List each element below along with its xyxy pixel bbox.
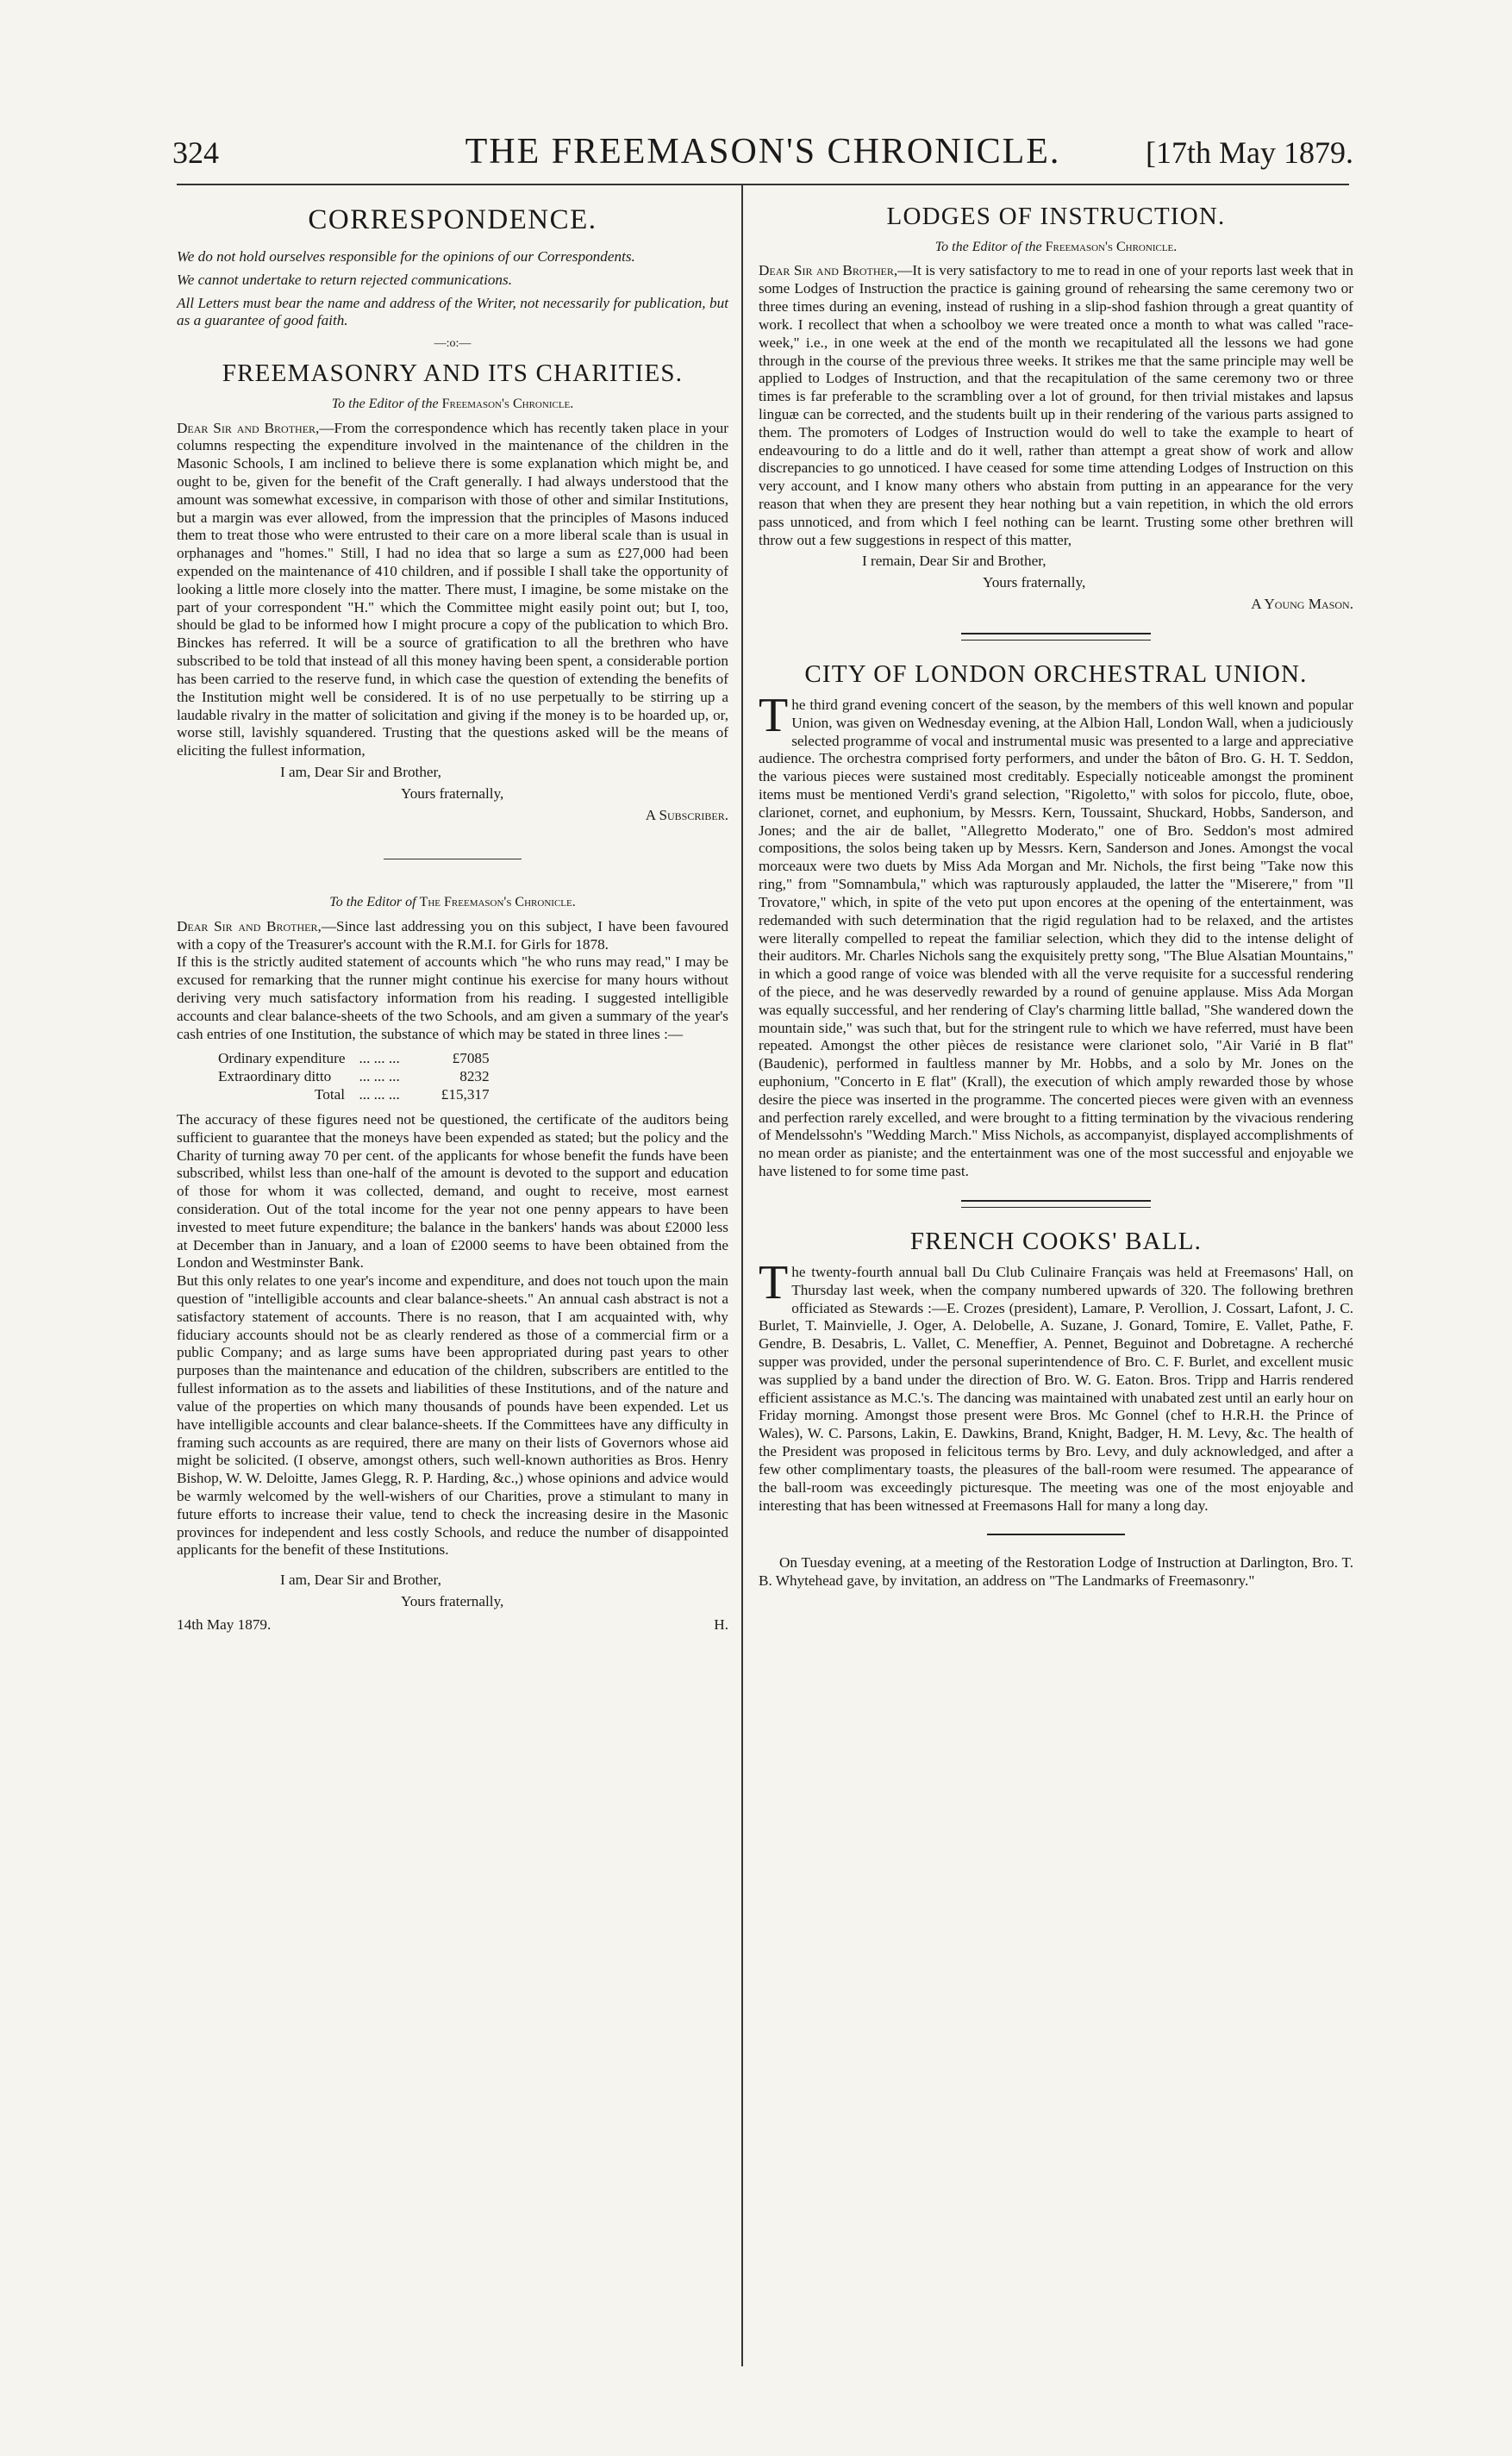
correspondence-heading: CORRESPONDENCE. [308, 204, 597, 235]
salutation: Dear Sir and Brother, [177, 419, 320, 436]
letter-body: But this only relates to one year's income and expenditure, and does not touch upon the main question of "intelligible accounts and clear balance-sheets." An annual cash abstract is not a satisfactory statement of accounts. There is no reason, that I am acquainted with, why fiduciary accounts should not be as clearly rendered as those of a commercial firm or a public Company; and as large sums have been appropriated during past years to other purposes than the maintenance and education of the children, subscribers are entitled to the fullest information as to the assets and liabilities of these Institutions, and of the nature and value of the properties on which many thousands of pounds have been expended. Let us have intelligible accounts and clear balance-sheets. If the Committees have any difficulty in framing such accounts as are required, there are many on their lists of Governors whose aid might be solicited. (I observe, amongst others, such well-known authorities as Bros. Henry Bishop, W. W. Deloitte, James Glegg, R. P. Harding, &c.,) whose opinions and advice would be warmly welcomed by the well-wishers of our Charities, prove a stimulant to many in future efforts to increase their value, tend to check the increasing desire in the Masonic provinces for independent and less costly Schools, and reduce the number of disappointed applicants for the benefit of these Institutions. [177, 1272, 728, 1559]
left-column [177, 190, 728, 1634]
newspaper-title: THE FREEMASON'S CHRONICLE. [465, 132, 1061, 172]
editorial-note: All Letters must bear the name and address of the Writer, not necessarily for publication, but as a guarantee of good faith. [177, 294, 728, 329]
article-body: The third grand evening concert of the season, by the members of this well known and popular Union, was given on Wednesday evening, at the Albion Hall, London Wall, when a judiciously selected programme of vocal and instrumental music was presented to a large and appreciative audience. The orchestra comprised forty performers, and under the bâton of Bro. G. H. T. Seddon, the various pieces were sustained most creditably. Especially noticeable amongst the prominent items must be mentioned Verdi's grand selection, "Rigoletto," with solos for piccolo, flute, oboe, clarionet, cornet, and euphonium, by Messrs. Kern, Toussaint, Shuckard, Hobbs, Sanderson, and Jones; and the air de ballet, "Allegretto Moderato," one of Bro. Seddon's most admired compositions, the solos being taken up by Messrs. Kern, Sanderson and Jones. Amongst the vocal morceaux were two duets by Miss Ada Morgan and Mr. Nichols, the first being "Take now this ring," from "Somnambula," which was rapturously applauded, the latter the "Miserere," from "Il Trovatore," which, in spite of the veto put upon encores at the opening of the entertainment, was redemanded with such determination that the rigid regulation had to be relaxed, and the artistes were literally compelled to repeat the familiar selection, which they did to the intense delight of their auditors. Mr. Charles Nichols sang the exquisitely pretty song, "The Blue Alsatian Mountains," in which a good range of voice was blended with all the verve requisite for a successful rendering of the piece, and he was deservedly rewarded by a round of genuine applause. Miss Ada Morgan was equally successful, and her rendering of Clay's charming little ballad, "She wandered down the mountain side," was such that, but for the stringent rule to which we have referred, must have been repeated. Amongst the other pièces de resistance were clarionet solo, "Air Varié in B flat" (Baudenic), performed in faultless manner by Mr. Hobbs, and a solo by Mr. Jones on the euphonium, "Concerto in E flat" (Krall), the execution of which amply rewarded those by whose desire the piece was inserted in the programme. The concerted pieces were given with an evenness and perfection rarely excelled, and were brought to a fitting termination by the vivacious rendering of Mendelssohn's "Wedding March." Miss Nichols, as accompanyist, displayed accomplishments of no mean order as pianiste; and the entertainment was one of the most successful and enjoyable we have listened to for some time past. [759, 688, 1353, 1180]
signature: H. [714, 1615, 728, 1633]
accounts-row: Extraordinary ditto ... ... ... 8232 [218, 1068, 490, 1085]
issue-date: [17th May 1879. [1146, 135, 1353, 170]
closing-line: I am, Dear Sir and Brother, [280, 1572, 441, 1589]
lodges-heading: LODGES OF INSTRUCTION. [886, 203, 1226, 230]
to-editor-line: To the Editor of the Freemason's Chronicle. [934, 240, 1178, 255]
separator-rule [961, 1200, 1151, 1208]
signature: A Young Mason. [1251, 596, 1353, 613]
letter-body: Dear Sir and Brother,—From the correspondence which has recently taken place in your columns respecting the expenditure involved in the maintenance of the children in the Masonic Schools, I am inclined to believe there is some explanation which might be, and ought to be, given for the benefit of the Craft generally. I had always understood that the amount was somewhat excessive, in comparison with those of other and similar Institutions, but a margin was ever allowed, from the impression that the principles of Masons induced them to treat those who were entrusted to their care on a more liberal scale than is usual in orphanages and "homes." Still, I had no idea that so large a sum as £27,000 had been expended on the maintenance of 410 children, and if possible I shall take the opportunity of looking a little more closely into the matter. There must, I imagine, be some mistake on the part of your correspondent "H." which the Committee might easily point out; but I, too, should be glad to be informed how I might procure a copy of the publication to which Bro. Binckes has referred. It will be a source of gratification to all the brethren who have subscribed to be told that instead of all this money having been spent, a considerable portion has been carried to the reserve fund, in which case the question of extending the benefits of the Institution might well be considered. It is of no use perpetually to be stirring up a laudable rivalry in the matter of solicitation and giving if the money is to be hoarded up, or, worse still, lavishly squandered. Trusting that the questions asked will be the means of eliciting the fullest information, [177, 419, 728, 759]
orchestral-heading: CITY OF LONDON ORCHESTRAL UNION. [804, 659, 1308, 688]
to-editor-line: To the Editor of The Freemason's Chronicle. [329, 895, 576, 910]
salutation: Dear Sir and Brother, [177, 917, 322, 934]
closing-line: I am, Dear Sir and Brother, [280, 763, 441, 780]
closing-line: Yours fraternally, [401, 784, 504, 802]
letter-body: Dear Sir and Brother,—It is very satisfactory to me to read in one of your reports last week that in some Lodges of Instruction the practice is gaining ground of rehearsing the same ceremony two or three times during an evening, instead of rushing in a slip-shod fashion through a great quantity of work. I recollect that when a schoolboy we were treated once a month to what was called "race-week," i.e., in one week at the end of the month we recapitulated all the lessons we had gone through in the course of the previous three weeks. It strikes me that the same principle may well be applied to Lodges of Instruction, and that the recapitulation of the same ceremony two or three times is far preferable to the scrambling over a lot of ground, for then trivial mistakes and lapsus linguæ can be corrected, and the students built up in their rendering of the various parts assigned to them. The promoters of Lodges of Instruction would do well to take the example to heart of endeavouring to do a little and do it well, rather than attempt a great show of work and allow discrepancies to go unnoticed. I have ceased for some time attending Lodges of Instruction on this very account, and I know many others who abstain from putting in an appearance for the very reason that when they are present they hear nothing but a vain repetition, in which the old errors pass unnoticed, and from which I feel nothing can be learnt. Trusting some other brethren will throw out a few suggestions in respect of this matter, [759, 262, 1353, 548]
separator-rule [961, 633, 1151, 641]
letter-body: If this is the strictly audited statement of accounts which "he who runs may read," I may be excused for remarking that the runner might continue his exercise for many hours without deriving very much satisfactory information from his reading. I suggested intelligible accounts and clear balance-sheets of the two Schools, and am given a summary of the year's cash entries of one Institution, the substance of which may be stated in three lines :— [177, 953, 728, 1042]
masthead [172, 129, 1353, 181]
to-editor-line: To the Editor of the Freemason's Chronicle. [331, 397, 574, 412]
page-number: 324 [172, 135, 219, 170]
letter-body: Dear Sir and Brother,—Since last addressing you on this subject, I have been favoured with a copy of the Treasurer's account with the R.M.I. for Girls for 1878. [177, 917, 728, 953]
salutation: Dear Sir and Brother, [759, 262, 898, 279]
closing-line: Yours fraternally, [983, 574, 1086, 591]
editorial-note: We do not hold ourselves responsible for the opinions of our Correspondents. [177, 247, 635, 265]
charities-heading: FREEMASONRY AND ITS CHARITIES. [222, 359, 684, 388]
letter-date: 14th May 1879. [177, 1615, 272, 1633]
header-rule [177, 184, 1349, 185]
signature: A Subscriber. [645, 806, 728, 823]
article-body: The twenty-fourth annual ball Du Club Culinaire Français was held at Freemasons' Hall, on Thursday last week, when the company numbered upwards of 320. The following brethren officiated as Stewards :—E. Crozes (president), Lamare, P. Verollion, J. Cossart, Lafont, J. C. Burlet, T. Mainvielle, J. Oger, A. Delobelle, A. Suzane, J. Gonard, Tomire, E. Vallet, Pathe, F. Gendre, B. Desabris, L. Vallet, C. Meneffier, A. Pennet, Beguinot and Dobretagne. A recherché supper was provided, under the personal superintendence of Bro. C. F. Burlet, and excellent music was supplied by a band under the direction of Bro. W. G. Eaton. Bros. Tripp and Harris rendered efficient assistance as M.C.'s. The dancing was maintained with unabated zest until an early hour on Friday morning. Amongst those present were Bros. Mc Gonnel (chef to H.R.H. the Prince of Wales), W. C. Parsons, Lakin, E. Dawkins, Brand, Knight, Badger, H. M. Levy, &c. The health of the President was proposed in felicitous terms by Bro. Levy, and duly acknowledged, and after a few other complimentary toasts, the pleasures of the ball-room were resumed. The appearance of the ball-room was exceedingly picturesque. The meeting was one of the most enjoyable and interesting that has been witnessed at Freemasons Hall for many a long day. [759, 1255, 1353, 1514]
right-column [759, 190, 1353, 1590]
article-body: On Tuesday evening, at a meeting of the Restoration Lodge of Instruction at Darlington, Bro. T. B. Whytehead gave, by invitation, an address on "The Landmarks of Freemasonry." [759, 1554, 1353, 1590]
section-divider: —:o:— [434, 337, 472, 351]
accounts-row: Ordinary expenditure ... ... ... £7085 [218, 1050, 490, 1067]
separator-rule [987, 1534, 1125, 1535]
letter-footer [177, 1616, 728, 1634]
accounts-total-row: Total ... ... ... £15,317 [315, 1086, 490, 1103]
cooks-ball-heading: FRENCH COOKS' BALL. [909, 1227, 1203, 1255]
editorial-note: We cannot undertake to return rejected communications. [177, 271, 513, 288]
closing-line: Yours fraternally, [401, 1593, 504, 1610]
letter-body: The accuracy of these figures need not be questioned, the certificate of the auditors being sufficient to guarantee that the moneys have been expended as stated; but the policy and the Charity of turning away 70 per cent. of the applicants for whose benefit the funds have been subscribed, whilst less than one-half of the amount is devoted to the support and education of those for whom it was collected, demand, and ought to receive, most earnest consideration. Out of the total income for the year not one penny appears to have been invested to meet future expenditure; the balance in the bankers' hands was about £2000 less at December than in January, and a loan of £2000 seems to have been obtained from the London and Westminster Bank. [177, 1110, 728, 1272]
closing-line: I remain, Dear Sir and Brother, [862, 553, 1047, 570]
accounts-table [211, 1050, 497, 1103]
column-rule [741, 185, 743, 2366]
